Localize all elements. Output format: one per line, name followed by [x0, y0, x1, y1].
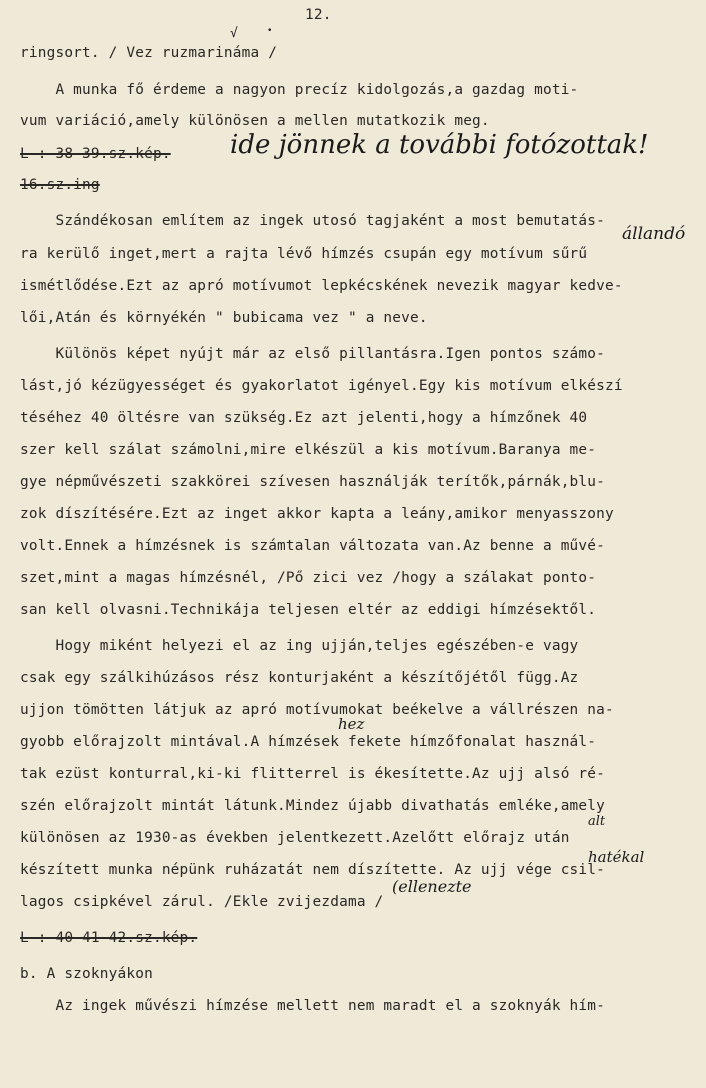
- handwritten-hatekal: hatékal: [588, 848, 645, 866]
- line-24: szén előrajzolt mintát látunk.Mindez újabb divathatás emléke,amely: [20, 798, 606, 814]
- line-21: ujjon tömötten látjuk az apró motívumokat beékelve a vállrészen na-: [20, 702, 614, 718]
- line-1: ringsort. / Vez ruzmarináma /: [20, 45, 278, 61]
- line-25: különösen az 1930-as években jelentkezett.Azelőtt előrajz után: [20, 830, 570, 846]
- line-30: Az ingek művészi hímzése mellett nem maradt el a szoknyák hím-: [20, 998, 606, 1014]
- line-15: zok díszítésére.Ezt az inget akkor kapta a leány,amikor menyasszony: [20, 506, 614, 522]
- line-8: ismétlődése.Ezt az apró motívumot lepkécskének nevezik magyar kedve-: [20, 278, 623, 294]
- line-18: san kell olvasni.Technikája teljesen eltér az eddigi hímzésektől.: [20, 602, 597, 618]
- handwritten-ellenezte: (ellenezte: [392, 877, 472, 896]
- line-22: gyobb előrajzolt mintával.A hímzések fekete hímzőfonalat használ-: [20, 734, 597, 750]
- line-6: Szándékosan említem az ingek utosó tagjaként a most bemutatás-: [20, 213, 606, 229]
- line-9: lői,Atán és környékén " bubicama vez " a neve.: [20, 310, 428, 326]
- line-14: gye népművészeti szakkörei szívesen használják terítők,párnák,blu-: [20, 474, 606, 490]
- line-26: készített munka népünk ruházatát nem díszítette. Az ujj vége csil-: [20, 862, 606, 878]
- line-12: téséhez 40 öltésre van szükség.Ez azt jelenti,hogy a hímzőnek 40: [20, 410, 588, 426]
- handwritten-hez: hez: [338, 715, 365, 733]
- handwritten-note: ide jönnek a további fotózottak!: [230, 130, 649, 160]
- line-11: lást,jó kézügyességet és gyakorlatot igényel.Egy kis motívum elkészí: [20, 378, 623, 394]
- line-7: ra kerülő inget,mert a rajta lévő hímzés csupán egy motívum sűrű: [20, 246, 588, 262]
- line-16: volt.Ennek a hímzésnek is számtalan változata van.Az benne a művé-: [20, 538, 606, 554]
- line-28-struck: L : 40-41-42.sz.kép.: [20, 930, 198, 946]
- line-27: lagos csipkével zárul. /Ekle zvijezdama /: [20, 894, 384, 910]
- dot-mark-icon: •: [267, 26, 273, 36]
- line-10: Különös képet nyújt már az első pillantásra.Igen pontos számo-: [20, 346, 606, 362]
- line-20: csak egy szálkihúzásos rész konturjaként a készítőjétől függ.Az: [20, 670, 579, 686]
- line-5-struck-heading: 16.sz.ing: [20, 177, 100, 193]
- section-heading: b. A szoknyákon: [20, 966, 153, 982]
- line-19: Hogy miként helyezi el az ing ujján,teljes egészében-e vagy: [20, 638, 579, 654]
- line-4-struck: L : 38-39.sz.kép.: [20, 146, 171, 162]
- line-23: tak ezüst konturral,ki-ki flitterrel is ékesítette.Az ujj alsó ré-: [20, 766, 606, 782]
- line-13: szer kell szálat számolni,mire elkészül a kis motívum.Baranya me-: [20, 442, 597, 458]
- handwritten-allando: állandó: [622, 224, 686, 244]
- line-17: szet,mint a magas hímzésnél, /Pő zici vez /hogy a szálakat ponto-: [20, 570, 597, 586]
- check-mark-icon: √: [230, 26, 238, 41]
- line-2: A munka fő érdeme a nagyon precíz kidolgozás,a gazdag moti-: [20, 82, 579, 98]
- handwritten-alt: alt: [588, 814, 606, 829]
- page-number: 12.: [305, 7, 332, 23]
- line-3: vum variáció,amely különösen a mellen mutatkozik meg.: [20, 113, 490, 129]
